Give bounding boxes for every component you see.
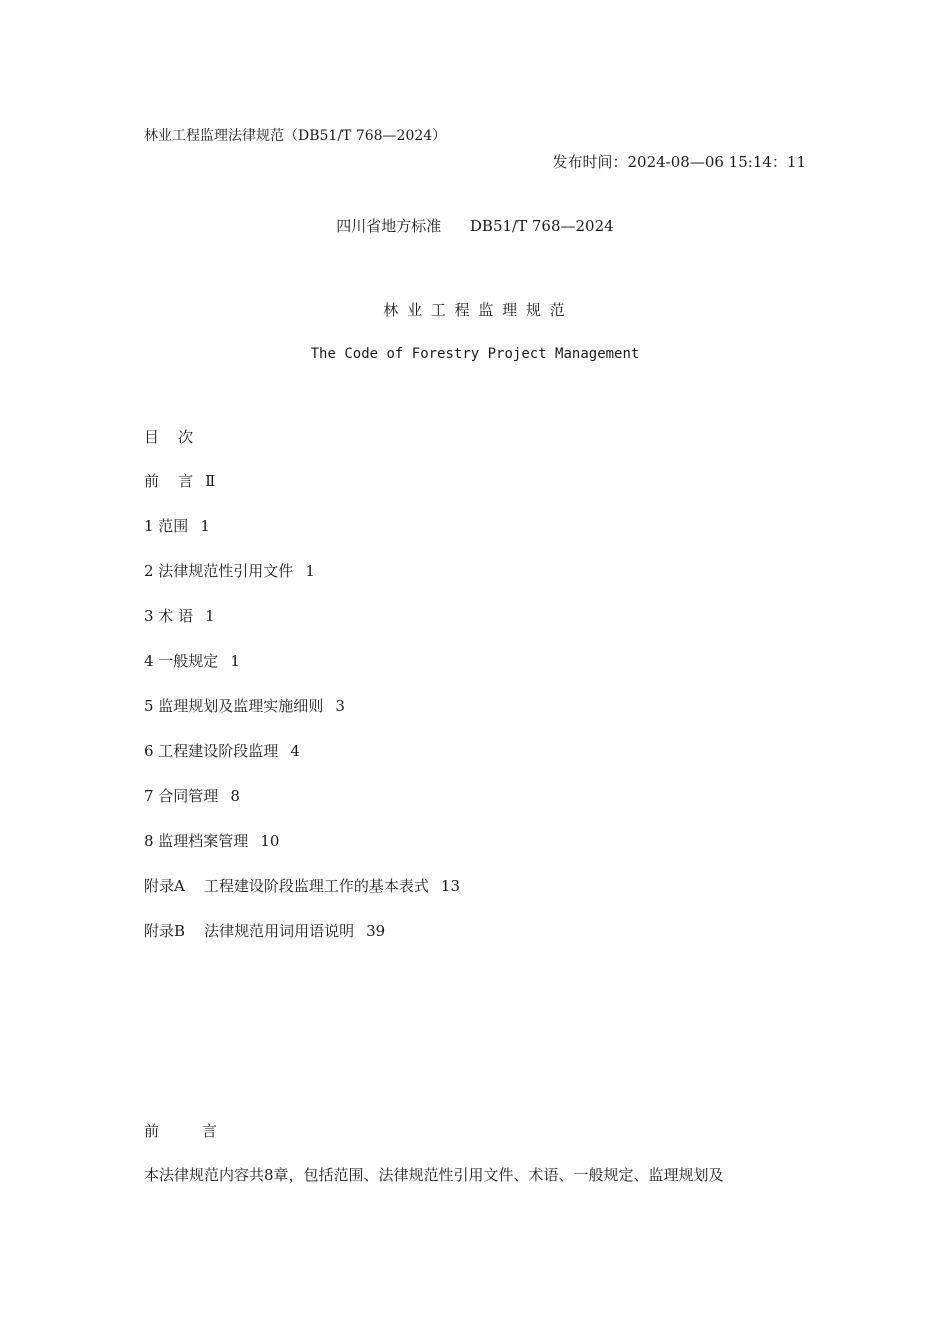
toc-item-page: 39	[366, 922, 386, 940]
toc-item[interactable]	[144, 920, 460, 965]
header-doc-title: 林业工程监理法律规范（DB51/T 768—2024）	[144, 128, 447, 144]
table-of-contents	[144, 470, 460, 965]
toc-item-page: 1	[305, 562, 315, 580]
toc-item[interactable]	[144, 740, 460, 785]
standard-line: 四川省地方标准 DB51/T 768—2024	[336, 217, 614, 235]
preface-paragraph: 本法律规范内容共8章，包括范围、法律规范性引用文件、术语、一般规定、监理规划及	[144, 1166, 724, 1184]
toc-item-label: 3 术 语	[144, 607, 194, 625]
toc-item-label: 前 言	[144, 472, 194, 490]
toc-item-page: 1	[200, 517, 210, 535]
toc-item[interactable]	[144, 875, 460, 920]
toc-item[interactable]	[144, 605, 460, 650]
document-title-cn: 林 业 工 程 监 理 规 范	[383, 301, 567, 319]
toc-item-page: 4	[290, 742, 300, 760]
toc-item-label: 附录A 工程建设阶段监理工作的基本表式	[144, 877, 429, 895]
toc-item[interactable]	[144, 650, 460, 695]
toc-item-label: 8 监理档案管理	[144, 832, 249, 850]
toc-item-page: 8	[230, 787, 240, 805]
toc-item-page: Ⅱ	[205, 472, 216, 490]
toc-item-label: 2 法律规范性引用文件	[144, 562, 294, 580]
toc-item-page: 13	[440, 877, 461, 895]
toc-item-label: 6 工程建设阶段监理	[144, 742, 279, 760]
toc-item[interactable]	[144, 515, 460, 560]
toc-item-page: 10	[260, 832, 280, 850]
toc-item-label: 5 监理规划及监理实施细则	[144, 697, 324, 715]
toc-heading: 目 次	[144, 428, 194, 446]
toc-item[interactable]	[144, 560, 460, 605]
toc-item[interactable]	[144, 695, 460, 740]
toc-item-label: 7 合同管理	[144, 787, 219, 805]
document-title-en: The Code of Forestry Project Management	[310, 346, 640, 362]
toc-item-page: 3	[335, 697, 345, 715]
toc-item[interactable]	[144, 470, 460, 515]
toc-item[interactable]	[144, 830, 460, 875]
publish-time: 发布时间：2024-08—06 15:14：11	[552, 153, 806, 171]
toc-item-label: 4 一般规定	[144, 652, 219, 670]
toc-item-page: 1	[230, 652, 240, 670]
toc-item-page: 1	[205, 607, 215, 625]
toc-item[interactable]	[144, 785, 460, 830]
preface-heading: 前 言	[144, 1122, 217, 1140]
toc-item-label: 附录B 法律规范用词用语说明	[144, 922, 355, 940]
toc-item-label: 1 范围	[144, 517, 189, 535]
